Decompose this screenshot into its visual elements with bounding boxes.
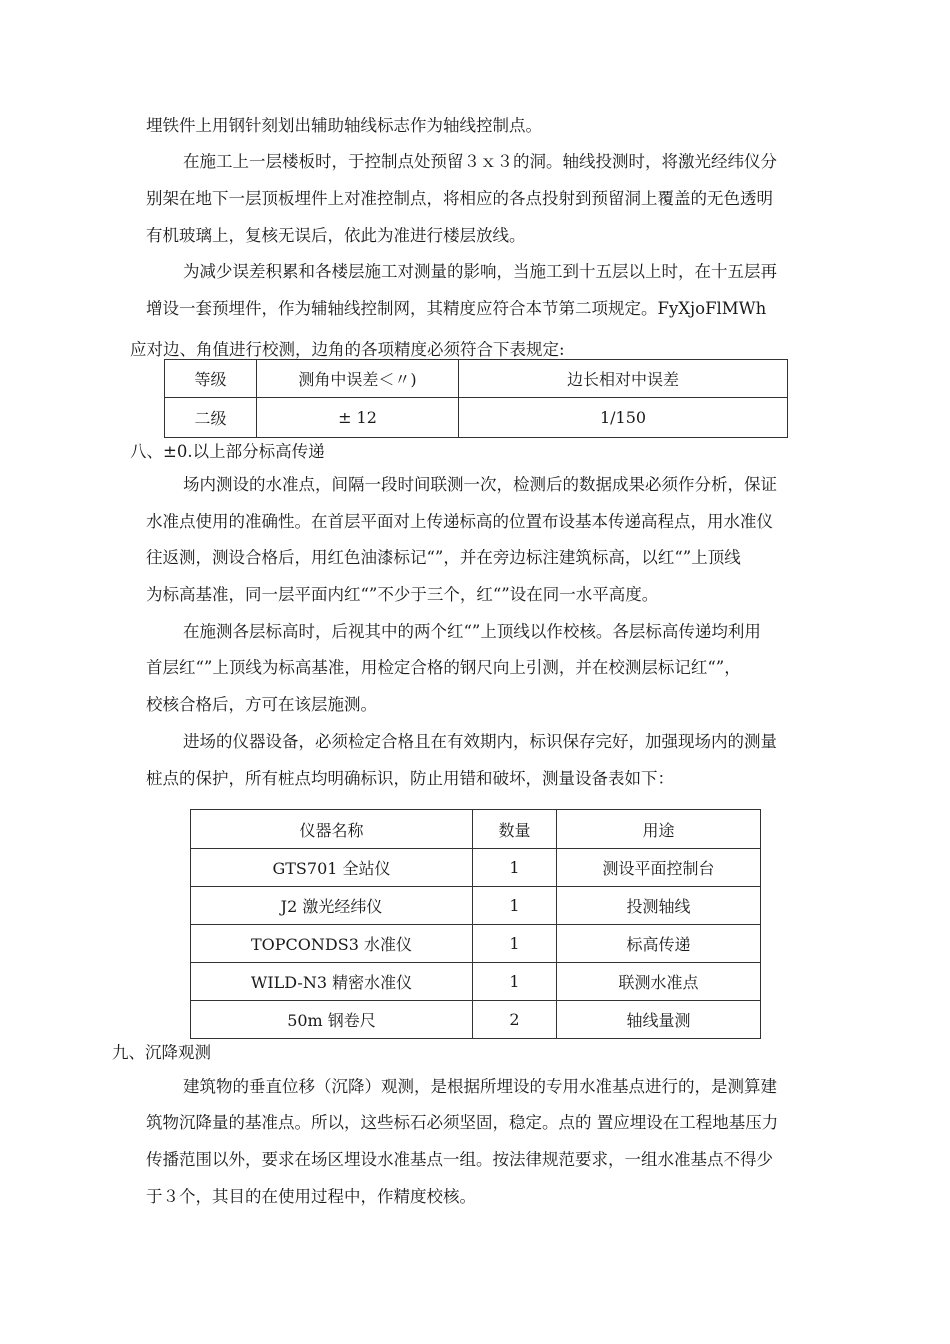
equipment-header-name: 仪器名称 — [191, 810, 473, 849]
equipment-cell-purpose: 轴线量测 — [557, 1001, 761, 1039]
paragraph-3-line-2: 增设一套预埋件，作为辅轴线控制网，其精度应符合本节第二项规定。FyXjoFlMWh — [146, 299, 767, 318]
paragraph-3-line-1: 为减少误差积累和各楼层施工对测量的影响，当施工到十五层以上时，在十五层再 — [183, 262, 777, 281]
equipment-header-quantity: 数量 — [473, 810, 557, 849]
equipment-cell-name: GTS701 全站仪 — [191, 849, 473, 887]
precision-cell-side-error: 1/150 — [459, 398, 788, 438]
equipment-cell-purpose: 标高传递 — [557, 925, 761, 963]
equipment-header-purpose: 用途 — [557, 810, 761, 849]
equipment-row — [191, 887, 761, 925]
equipment-cell-name: WILD-N3 精密水准仪 — [191, 963, 473, 1001]
paragraph-2-line-2: 别架在地下一层顶板埋件上对准控制点，将相应的各点投射到预留洞上覆盖的无色透明 — [146, 189, 773, 208]
equipment-row — [191, 1001, 761, 1039]
equipment-cell-name: J2 激光经纬仪 — [191, 887, 473, 925]
paragraph-2-line-3: 有机玻璃上，复核无误后，依此为准进行楼层放线。 — [146, 226, 526, 245]
section-9-para-a-line-2: 筑物沉降量的基准点。所以，这些标石必须坚固，稳定。点的 置应埋设在工程地基压力 — [146, 1113, 779, 1132]
paragraph-1-line-1: 埋铁件上用钢针刻划出辅助轴线标志作为轴线控制点。 — [146, 116, 542, 135]
precision-header-angle-error: 测角中误差＜〃) — [257, 360, 459, 398]
equipment-table-header — [191, 810, 761, 849]
section-9-heading: 九、沉降观测 — [112, 1043, 211, 1062]
section-9-para-a-line-4: 于３个，其目的在使用过程中，作精度校核。 — [146, 1187, 476, 1206]
section-8-para-a-line-1: 场内测设的水准点，间隔一段时间联测一次，检测后的数据成果必须作分析，保证 — [183, 475, 777, 494]
section-8-para-c-line-1: 进场的仪器设备，必须检定合格且在有效期内，标识保存完好，加强现场内的测量 — [183, 732, 777, 751]
precision-cell-grade: 二级 — [165, 398, 257, 438]
section-8-para-a-line-4: 为标高基准，同一层平面内红“”不少于三个，红“”设在同一水平高度。 — [146, 585, 659, 604]
equipment-cell-purpose: 投测轴线 — [557, 887, 761, 925]
section-8-para-a-line-3: 往返测，测设合格后，用红色油漆标记“”，并在旁边标注建筑标高，以红“”上顶线 — [146, 548, 741, 567]
section-8-para-a-line-2: 水准点使用的准确性。在首层平面对上传递标高的位置布设基本传递高程点，用水准仪 — [146, 512, 773, 531]
equipment-cell-quantity: 1 — [473, 925, 557, 963]
precision-table-header — [165, 360, 788, 398]
paragraph-2-line-1: 在施工上一层楼板时，于控制点处预留３ｘ３的洞。轴线投测时，将激光经纬仪分 — [183, 152, 777, 171]
section-8-para-c-line-2: 桩点的保护，所有桩点均明确标识，防止用错和破坏，测量设备表如下： — [146, 769, 674, 788]
equipment-cell-quantity: 1 — [473, 887, 557, 925]
paragraph-3-line-3: 应对边、角值进行校测，边角的各项精度必须符合下表规定: — [130, 340, 565, 359]
equipment-cell-quantity: 1 — [473, 963, 557, 1001]
equipment-row — [191, 925, 761, 963]
equipment-cell-purpose: 联测水准点 — [557, 963, 761, 1001]
section-8-para-b-line-2: 首层红“”上顶线为标高基准，用检定合格的钢尺向上引测，并在校测层标记红“”， — [146, 658, 741, 677]
section-8-para-b-line-3: 校核合格后，方可在该层施测。 — [146, 695, 377, 714]
equipment-row — [191, 849, 761, 887]
equipment-cell-quantity: 2 — [473, 1001, 557, 1039]
precision-header-side-error: 边长相对中误差 — [459, 360, 788, 398]
precision-table — [164, 359, 788, 438]
precision-header-grade: 等级 — [165, 360, 257, 398]
section-9-para-a-line-1: 建筑物的垂直位移（沉降）观测，是根据所埋设的专用水准基点进行的，是测算建 — [183, 1077, 777, 1096]
equipment-cell-name: TOPCONDS3 水准仪 — [191, 925, 473, 963]
section-9-para-a-line-3: 传播范围以外，要求在场区埋设水准基点一组。按法律规范要求，一组水准基点不得少 — [146, 1150, 773, 1169]
section-8-heading: 八、±0.以上部分标高传递 — [130, 442, 325, 461]
equipment-cell-purpose: 测设平面控制台 — [557, 849, 761, 887]
section-8-para-b-line-1: 在施测各层标高时，后视其中的两个红“”上顶线以作校核。各层标高传递均利用 — [183, 622, 761, 641]
equipment-row — [191, 963, 761, 1001]
equipment-cell-quantity: 1 — [473, 849, 557, 887]
equipment-table — [190, 809, 761, 1039]
precision-table-row — [165, 398, 788, 438]
precision-cell-angle-error: ± 12 — [257, 398, 459, 438]
equipment-cell-name: 50m 钢卷尺 — [191, 1001, 473, 1039]
